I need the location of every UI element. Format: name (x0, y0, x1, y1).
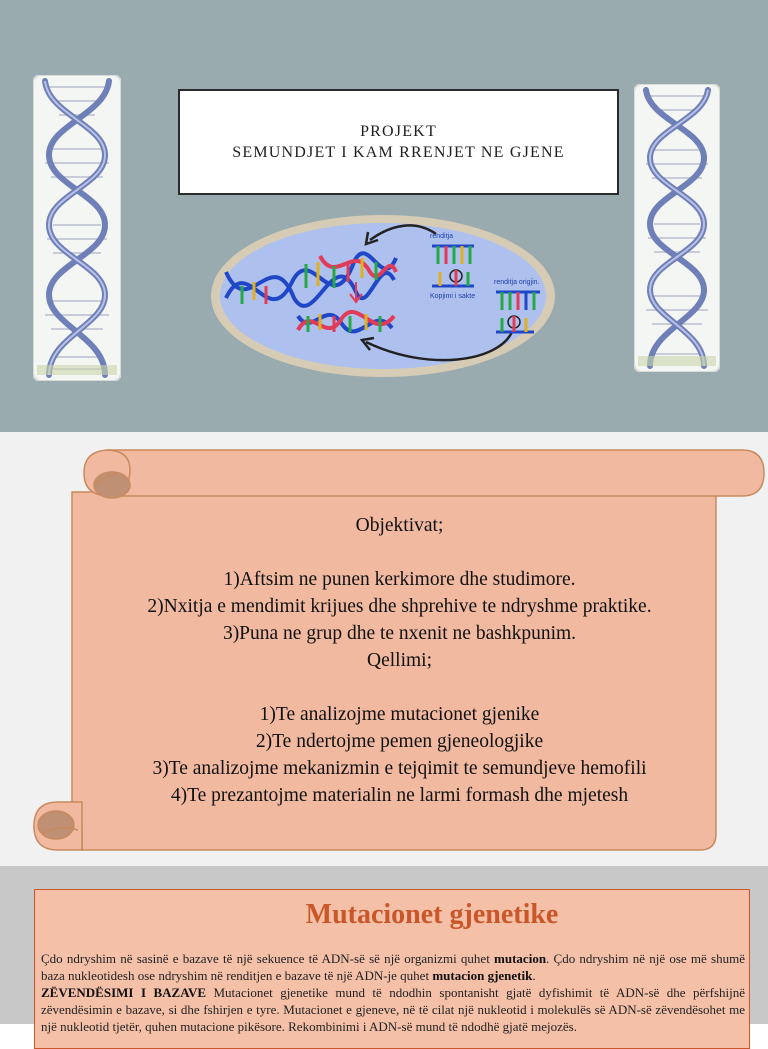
diagram-label-right: renditja origjin. (494, 279, 540, 286)
dna-replication-diagram (208, 212, 558, 380)
slide-objectives (0, 432, 768, 866)
diagram-label-mid: Kopjimi i sakte (430, 293, 476, 300)
mini-strand-right (496, 292, 540, 310)
mutations-content-box (34, 889, 750, 1049)
dna-helix-left-image (33, 75, 121, 381)
goals-heading: Qellimi; (367, 650, 432, 671)
objective-item: 1)Aftsim ne punen kerkimore dhe studimore. (223, 569, 576, 590)
title-line-2: SEMUNDJET I KAM RRENJET NE GJENE (232, 144, 565, 161)
mutations-text: . Çdo ndryshim në një ose më shumë baza nukleotidesh ose ndryshim në renditjen e bazave të një ADN-je quhet (41, 951, 745, 983)
title-box (178, 89, 619, 195)
diagram-label-top: renditja (430, 233, 453, 240)
dna-helix-right-image (634, 84, 720, 372)
slide-title (0, 0, 768, 432)
objective-item: 2)Nxitja e mendimit krijues dhe shprehive te ndryshme praktike. (147, 596, 652, 617)
title-line-1: PROJEKT (360, 123, 437, 140)
mutations-text: Çdo ndryshim në sasinë e bazave të një sekuence të ADN-së së një organizmi quhet (41, 951, 495, 966)
goal-item: 3)Te analizojme mekanizmin e tejqimit te semundjeve hemofili (152, 758, 647, 779)
objectives-text (82, 512, 717, 809)
mutations-body (41, 950, 745, 1035)
mutations-title: Mutacionet gjenetike (305, 899, 559, 930)
mutations-text: . (532, 968, 536, 983)
goal-item: 1)Te analizojme mutacionet gjenike (259, 704, 540, 725)
slide-mutations (0, 866, 768, 1034)
mutations-text: Mutacionet gjenetike mund të ndodhin spontanisht gjatë dyfishimit të ADN-së dhe përfshijnë zëvendësimin e bazave, si dhe fshirjen e tyre. Mutacionet e gjeneve, në të cilat një nukleotid i molekulës së ADN-së zëvendësohet me një nukleotid tjetër, quhen mutacione pikësore. Rekombinimi i ADN-së mund të ndodhë gjatë mejozës. (41, 985, 745, 1034)
goal-item: 2)Te ndertojme pemen gjeneologjike (255, 731, 544, 752)
heading-zevendesimi: ZËVENDËSIMI I BAZAVE (41, 985, 207, 1000)
goal-item: 4)Te prezantojme materialin ne larmi formash dhe mjetesh (170, 785, 629, 806)
blank-line (82, 539, 717, 566)
objectives-heading: Objektivat; (355, 515, 444, 536)
blank-line (82, 674, 717, 701)
term-mutacion-gjenetik: mutacion gjenetik (432, 968, 533, 983)
term-mutacion: mutacion (494, 951, 547, 966)
objective-item: 3)Puna ne grup dhe te nxenit ne bashkpunim. (222, 623, 577, 644)
